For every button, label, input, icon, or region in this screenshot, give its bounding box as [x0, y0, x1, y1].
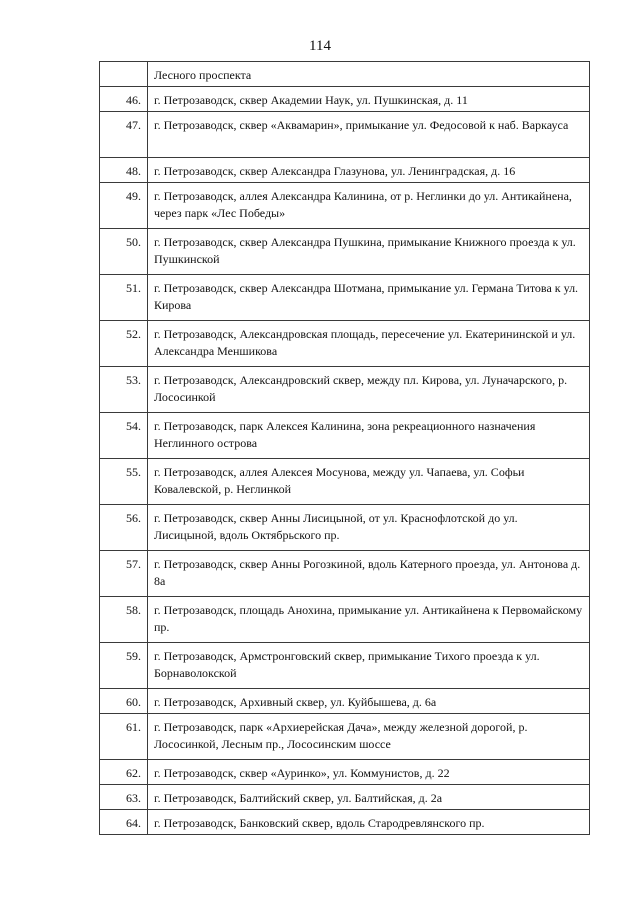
location-description-cell: г. Петрозаводск, Архивный сквер, ул. Куйбышева, д. 6а: [148, 689, 590, 714]
row-number-cell: 58.: [100, 597, 148, 643]
table-row: [100, 229, 590, 275]
row-number-cell: 54.: [100, 413, 148, 459]
page-number: 114: [309, 38, 331, 54]
row-number-cell: 47.: [100, 112, 148, 158]
registry-table: [99, 61, 590, 835]
row-number-cell: 59.: [100, 643, 148, 689]
table-row: [100, 597, 590, 643]
location-description-cell: г. Петрозаводск, парк «Архиерейская Дача», между железной дорогой, р. Лососинкой, Лесным пр., Лососинским шоссе: [148, 714, 590, 760]
location-description-cell: г. Петрозаводск, аллея Александра Калинина, от р. Неглинки до ул. Антикайнена, через парк «Лес Победы»: [148, 183, 590, 229]
row-number-cell: 48.: [100, 158, 148, 183]
location-description-cell: г. Петрозаводск, Балтийский сквер, ул. Балтийская, д. 2а: [148, 785, 590, 810]
location-description-cell: г. Петрозаводск, площадь Анохина, примыкание ул. Антикайнена к Первомайскому пр.: [148, 597, 590, 643]
row-number-cell: 49.: [100, 183, 148, 229]
row-number-cell: 56.: [100, 505, 148, 551]
location-description-cell: г. Петрозаводск, сквер Александра Пушкина, примыкание Книжного проезда к ул. Пушкинской: [148, 229, 590, 275]
table-row: [100, 112, 590, 158]
table-row: [100, 62, 590, 87]
table-row: [100, 643, 590, 689]
row-number-cell: 61.: [100, 714, 148, 760]
table-row: [100, 689, 590, 714]
location-description-cell: г. Петрозаводск, сквер «Аквамарин», примыкание ул. Федосовой к наб. Варкауса: [148, 112, 590, 158]
registry-table-body: [100, 62, 590, 835]
location-description-cell: г. Петрозаводск, сквер «Ауринко», ул. Коммунистов, д. 22: [148, 760, 590, 785]
row-number-cell: 57.: [100, 551, 148, 597]
table-row: [100, 367, 590, 413]
table-row: [100, 785, 590, 810]
table-row: [100, 459, 590, 505]
location-description-cell: г. Петрозаводск, Банковский сквер, вдоль Стародревлянского пр.: [148, 810, 590, 835]
location-description-cell: г. Петрозаводск, сквер Академии Наук, ул. Пушкинская, д. 11: [148, 87, 590, 112]
row-number-cell: 60.: [100, 689, 148, 714]
location-description-cell: г. Петрозаводск, сквер Александра Глазунова, ул. Ленинградская, д. 16: [148, 158, 590, 183]
location-description-cell: г. Петрозаводск, Александровская площадь, пересечение ул. Екатерининской и ул. Александра Меншикова: [148, 321, 590, 367]
table-row: [100, 413, 590, 459]
location-description-cell: г. Петрозаводск, Армстронговский сквер, примыкание Тихого проезда к ул. Борнаволокской: [148, 643, 590, 689]
location-description-cell: Лесного проспекта: [148, 62, 590, 87]
location-description-cell: г. Петрозаводск, парк Алексея Калинина, зона рекреационного назначения Неглинного острова: [148, 413, 590, 459]
table-row: [100, 714, 590, 760]
row-number-cell: 55.: [100, 459, 148, 505]
table-row: [100, 183, 590, 229]
location-description-cell: г. Петрозаводск, сквер Александра Шотмана, примыкание ул. Германа Титова к ул. Кирова: [148, 275, 590, 321]
table-row: [100, 275, 590, 321]
table-row: [100, 505, 590, 551]
location-description-cell: г. Петрозаводск, сквер Анны Рогозкиной, вдоль Катерного проезда, ул. Антонова д. 8а: [148, 551, 590, 597]
row-number-cell: 51.: [100, 275, 148, 321]
table-row: [100, 87, 590, 112]
row-number-cell: 50.: [100, 229, 148, 275]
location-description-cell: г. Петрозаводск, сквер Анны Лисицыной, от ул. Краснофлотской до ул. Лисицыной, вдоль Октябрьского пр.: [148, 505, 590, 551]
location-description-cell: г. Петрозаводск, Александровский сквер, между пл. Кирова, ул. Луначарского, р. Лососинкой: [148, 367, 590, 413]
row-number-cell: 63.: [100, 785, 148, 810]
row-number-cell: [100, 62, 148, 87]
location-description-cell: г. Петрозаводск, аллея Алексея Мосунова, между ул. Чапаева, ул. Софьи Ковалевской, р. Неглинкой: [148, 459, 590, 505]
table-row: [100, 760, 590, 785]
table-row: [100, 321, 590, 367]
table-row: [100, 158, 590, 183]
row-number-cell: 62.: [100, 760, 148, 785]
row-number-cell: 52.: [100, 321, 148, 367]
table-row: [100, 810, 590, 835]
row-number-cell: 64.: [100, 810, 148, 835]
table-row: [100, 551, 590, 597]
row-number-cell: 46.: [100, 87, 148, 112]
row-number-cell: 53.: [100, 367, 148, 413]
